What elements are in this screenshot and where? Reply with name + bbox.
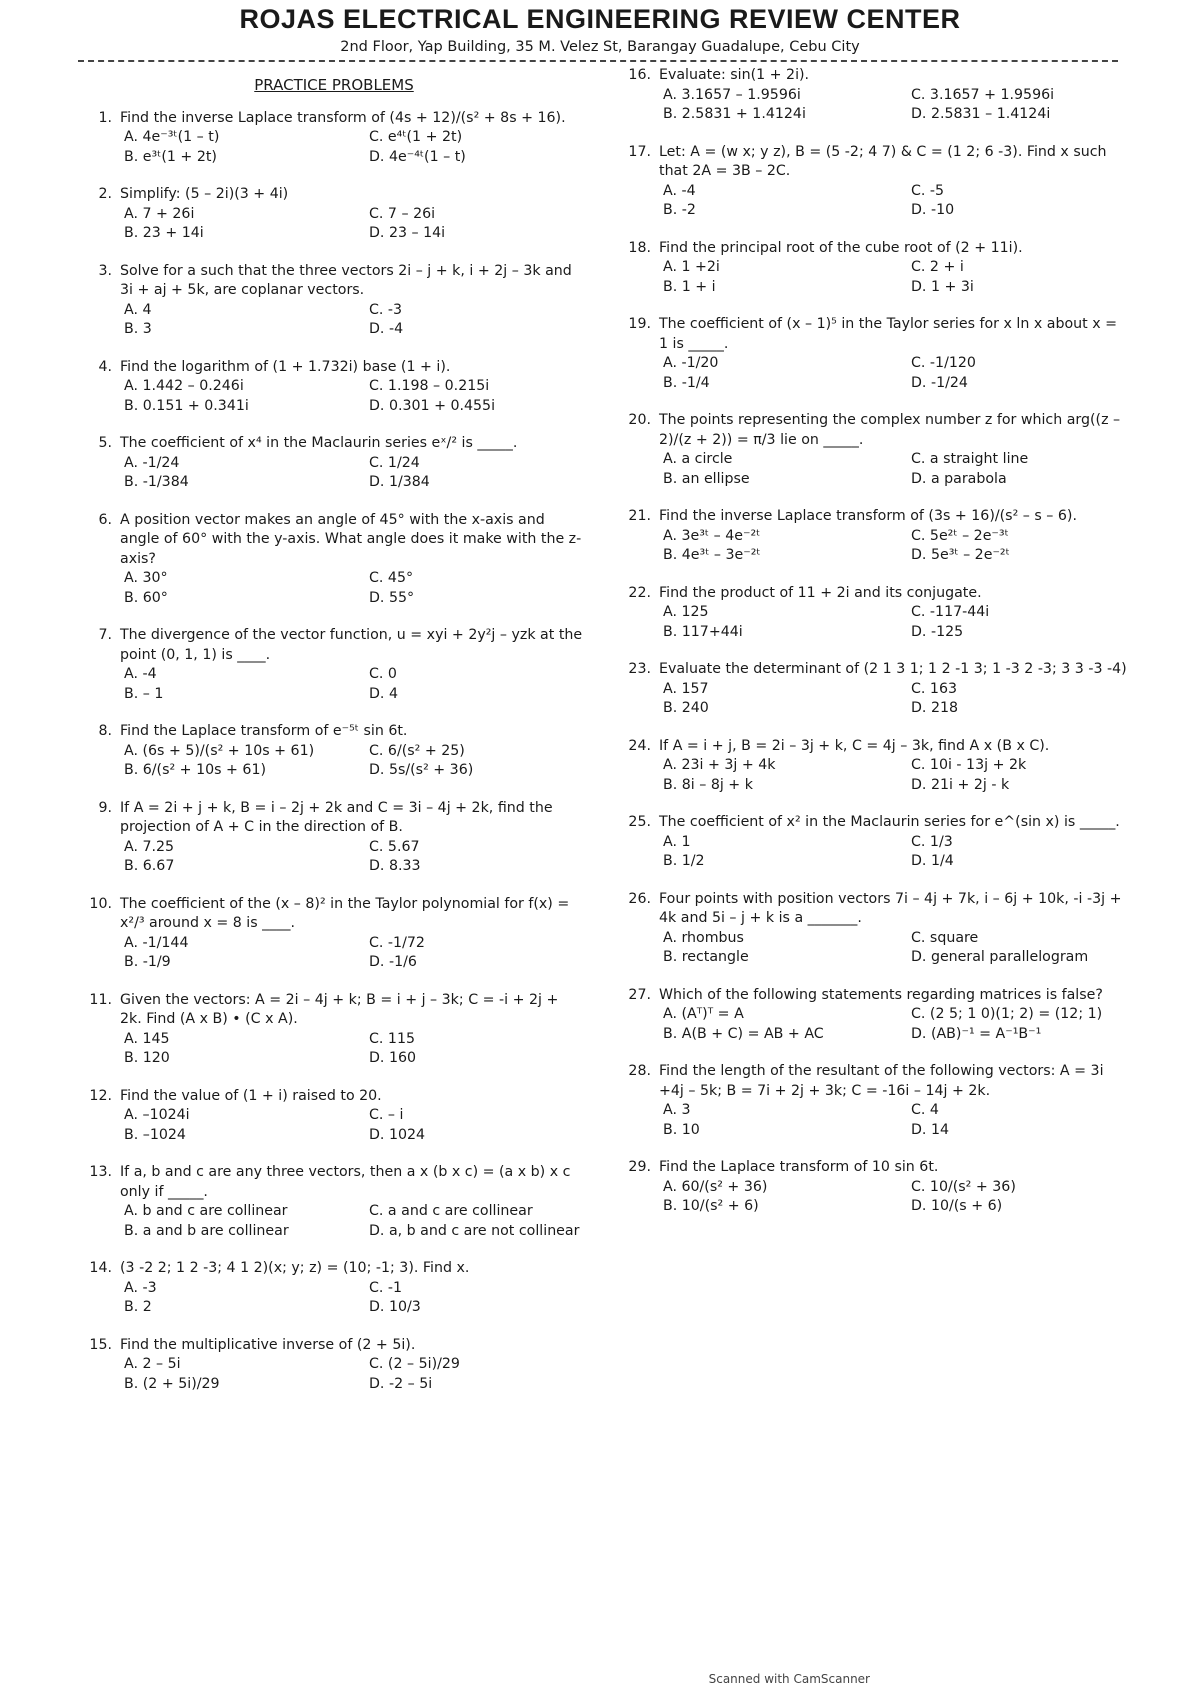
question-item — [623, 1158, 1128, 1217]
answer-option: C. 4 — [911, 1102, 939, 1118]
question-stem: The points representing the complex number z for which arg((z – 2)/(z + 2)) = π/3 lie on _____. — [659, 412, 1121, 448]
question-number: 22. — [628, 584, 651, 601]
answer-option: D. general parallelogram — [911, 949, 1089, 965]
question-item — [623, 66, 1128, 125]
answer-options — [663, 527, 1128, 566]
answer-options — [663, 756, 1128, 795]
question-stem: Given the vectors: A = 2i – 4j + k; B = i + j – 3k; C = -i + 2j + 2k. Find (A x B) • (C x A). — [120, 991, 559, 1027]
answer-option: D. 21i + 2j - k — [911, 776, 1010, 793]
answer-options — [124, 1355, 584, 1394]
answer-option: A. 1 — [663, 833, 691, 850]
question-item — [623, 737, 1128, 796]
answer-option: A. 1.442 – 0.246i — [124, 378, 244, 394]
answer-option: B. – 1 — [124, 685, 164, 702]
answer-option: B. (2 + 5i)/29 — [124, 1375, 220, 1392]
answer-options — [663, 1101, 1128, 1140]
answer-option: C. – i — [369, 1107, 404, 1123]
question-item — [84, 358, 584, 417]
question-number: 3. — [98, 262, 112, 279]
question-number: 4. — [98, 358, 112, 375]
question-number: 7. — [98, 627, 112, 643]
answer-option: B. 60° — [124, 589, 168, 606]
answer-option: D. -10 — [911, 202, 955, 218]
answer-option: C. -1/72 — [369, 934, 425, 951]
answer-option: D. 1/384 — [369, 474, 430, 490]
question-item — [84, 991, 584, 1069]
question-item — [623, 986, 1128, 1045]
answer-options — [124, 934, 584, 973]
answer-option: C. 115 — [369, 1030, 416, 1047]
answer-option: B. 4e³ᵗ – 3e⁻²ᵗ — [663, 547, 761, 563]
answer-option: A. 3 — [663, 1102, 691, 1118]
question-number: 5. — [98, 435, 112, 451]
question-number: 26. — [628, 890, 651, 907]
answer-option: B. –1024 — [124, 1126, 186, 1143]
question-item — [623, 660, 1128, 719]
answer-option: D. 0.301 + 0.455i — [369, 397, 496, 414]
answer-options — [663, 86, 1128, 125]
answer-option: D. 5e³ᵗ – 2e⁻²ᵗ — [911, 547, 1010, 563]
question-item — [623, 813, 1128, 872]
answer-options — [124, 1202, 584, 1241]
answer-option: B. 2 — [124, 1299, 152, 1315]
question-stem: Which of the following statements regarding matrices is false? — [659, 986, 1103, 1003]
answer-option: B. 0.151 + 0.341i — [124, 397, 249, 414]
answer-option: B. 6/(s² + 10s + 61) — [124, 762, 267, 778]
header-divider — [78, 60, 1118, 62]
question-item — [84, 799, 584, 877]
answer-option: A. 7 + 26i — [124, 205, 195, 222]
question-stem: The coefficient of the (x – 8)² in the Taylor polynomial for f(x) = x²/³ around x = 8 is ____. — [120, 895, 570, 931]
answer-option: D. (AB)⁻¹ = A⁻¹B⁻¹ — [911, 1025, 1042, 1042]
question-number: 27. — [628, 986, 651, 1003]
question-number: 14. — [89, 1260, 112, 1276]
section-title: PRACTICE PROBLEMS — [254, 76, 414, 94]
question-item — [84, 722, 584, 781]
question-stem: If A = i + j, B = 2i – 3j + k, C = 4j – 3k, find A x (B x C). — [659, 737, 1050, 754]
answer-options — [663, 1178, 1128, 1217]
answer-option: A. 1 +2i — [663, 259, 720, 275]
question-stem: Find the principal root of the cube root of (2 + 11i). — [659, 239, 1023, 256]
answer-option: B. -1/384 — [124, 474, 189, 490]
answer-option: D. 10/3 — [369, 1299, 421, 1315]
question-stem: Four points with position vectors 7i – 4j + 7k, i – 6j + 10k, -i -3j + 4k and 5i – j + k is a _______. — [659, 890, 1122, 926]
question-number: 12. — [89, 1087, 112, 1104]
answer-options — [663, 258, 1128, 297]
answer-option: A. 3e³ᵗ – 4e⁻²ᵗ — [663, 527, 761, 544]
answer-option: D. a, b and c are not collinear — [369, 1222, 580, 1239]
answer-option: C. 7 – 26i — [369, 205, 436, 222]
answer-options — [663, 1005, 1128, 1044]
answer-option: B. -1/9 — [124, 954, 171, 970]
answer-option: A. 60/(s² + 36) — [663, 1178, 768, 1195]
question-stem: Find the Laplace transform of e⁻⁵ᵗ sin 6t. — [120, 723, 408, 739]
question-stem: Find the logarithm of (1 + 1.732i) base (1 + i). — [120, 358, 451, 375]
answer-option: C. 10i - 13j + 2k — [911, 757, 1027, 773]
question-stem: The divergence of the vector function, u = xyi + 2y²j – yzk at the point (0, 1, 1) is ____. — [120, 627, 583, 663]
question-number: 15. — [89, 1336, 112, 1353]
answer-option: A. 23i + 3j + 4k — [663, 757, 776, 773]
answer-option: A. (6s + 5)/(s² + 10s + 61) — [124, 742, 315, 759]
answer-option: A. rhombus — [663, 929, 744, 946]
answer-option: C. 6/(s² + 25) — [369, 742, 465, 759]
answer-option: B. -1/4 — [663, 374, 710, 391]
answer-option: D. 1024 — [369, 1126, 426, 1143]
answer-option: A. a circle — [663, 451, 733, 467]
question-number: 16. — [628, 67, 651, 83]
answer-option: C. 10/(s² + 36) — [911, 1178, 1016, 1195]
answer-option: C. 1.198 – 0.215i — [369, 378, 490, 394]
answer-option: A. 4e⁻³ᵗ(1 – t) — [124, 129, 220, 145]
answer-options — [124, 569, 584, 608]
answer-options — [124, 742, 584, 781]
answer-option: C. square — [911, 929, 979, 946]
answer-option: B. -2 — [663, 202, 696, 218]
answer-option: C. (2 – 5i)/29 — [369, 1356, 460, 1372]
question-item — [84, 626, 584, 704]
answer-option: C. e⁴ᵗ(1 + 2t) — [369, 129, 463, 145]
answer-options — [124, 454, 584, 493]
question-item — [623, 239, 1128, 298]
question-stem: Evaluate: sin(1 + 2i). — [659, 67, 810, 83]
answer-option: C. a and c are collinear — [369, 1203, 533, 1219]
answer-option: B. 10 — [663, 1121, 700, 1138]
question-item — [84, 511, 584, 609]
question-item — [84, 1163, 584, 1241]
answer-option: A. -1/24 — [124, 454, 180, 471]
question-stem: Find the Laplace transform of 10 sin 6t. — [659, 1159, 939, 1175]
question-stem: Find the inverse Laplace transform of (4s + 12)/(s² + 8s + 16). — [120, 109, 566, 126]
question-number: 1. — [98, 109, 112, 126]
question-item — [84, 1336, 584, 1395]
question-stem: Find the length of the resultant of the following vectors: A = 3i +4j – 5k; B = 7i + 2j + 3k; C = -16i – 14j + 2k. — [659, 1063, 1104, 1099]
question-item — [623, 411, 1128, 489]
question-stem: If a, b and c are any three vectors, then a x (b x c) = (a x b) x c only if _____. — [120, 1164, 571, 1200]
center-title: ROJAS ELECTRICAL ENGINEERING REVIEW CENTER — [239, 4, 961, 34]
answer-options — [124, 1030, 584, 1069]
question-stem: A position vector makes an angle of 45° with the x-axis and angle of 60° with the y-axis. What angle does it make with the z-axis? — [120, 511, 582, 567]
question-number: 10. — [89, 895, 112, 912]
question-number: 29. — [628, 1159, 651, 1175]
answer-option: A. (Aᵀ)ᵀ = A — [663, 1006, 744, 1022]
question-stem: The coefficient of x⁴ in the Maclaurin series eˣ/² is _____. — [120, 435, 518, 451]
answer-option: D. 160 — [369, 1050, 417, 1066]
answer-option: B. a and b are collinear — [124, 1222, 289, 1239]
answer-option: A. 145 — [124, 1030, 170, 1047]
answer-option: A. –1024i — [124, 1107, 190, 1123]
question-item — [84, 262, 584, 340]
answer-option: A. 30° — [124, 570, 168, 586]
answer-option: C. 1/24 — [369, 454, 420, 471]
question-number: 25. — [628, 814, 651, 830]
answer-option: A. b and c are collinear — [124, 1203, 288, 1219]
question-item — [623, 143, 1128, 221]
question-number: 18. — [628, 239, 651, 256]
answer-option: B. 10/(s² + 6) — [663, 1198, 759, 1214]
question-number: 28. — [628, 1063, 651, 1079]
answer-option: C. 0 — [369, 666, 397, 682]
answer-option: B. 8i – 8j + k — [663, 776, 753, 793]
question-number: 19. — [628, 316, 651, 332]
question-item — [84, 185, 584, 244]
answer-option: A. 157 — [663, 680, 709, 697]
answer-option: C. 163 — [911, 680, 958, 697]
question-item — [623, 890, 1128, 968]
answer-option: B. 120 — [124, 1050, 170, 1066]
question-number: 2. — [98, 186, 112, 202]
answer-option: A. -1/144 — [124, 934, 189, 951]
answer-option: D. -2 – 5i — [369, 1375, 433, 1392]
answer-option: C. 5e²ᵗ – 2e⁻³ᵗ — [911, 527, 1009, 544]
answer-option: A. 3.1657 – 1.9596i — [663, 86, 801, 103]
answer-option: D. 23 – 14i — [369, 225, 446, 241]
question-number: 20. — [628, 412, 651, 428]
question-item — [623, 1062, 1128, 1140]
answer-option: C. (2 5; 1 0)(1; 2) = (12; 1) — [911, 1006, 1103, 1022]
question-stem: Find the product of 11 + 2i and its conjugate. — [659, 584, 982, 601]
answer-option: B. 1/2 — [663, 853, 705, 869]
answer-option: A. -3 — [124, 1279, 157, 1296]
question-stem: Simplify: (5 – 2i)(3 + 4i) — [120, 186, 289, 202]
answer-options — [663, 354, 1128, 393]
answer-option: D. 5s/(s² + 36) — [369, 762, 474, 778]
answer-option: C. -1/120 — [911, 355, 976, 371]
answer-option: D. -1/24 — [911, 374, 968, 391]
scanner-watermark: Scanned with CamScanner — [708, 1672, 870, 1686]
answer-option: D. 1 + 3i — [911, 278, 974, 295]
answer-option: D. -4 — [369, 321, 404, 337]
answer-options — [663, 182, 1128, 221]
answer-option: B. 2.5831 + 1.4124i — [663, 106, 806, 122]
answer-option: B. an ellipse — [663, 470, 750, 487]
answer-option: D. 218 — [911, 700, 959, 716]
question-item — [84, 109, 584, 168]
answer-options — [124, 128, 584, 167]
question-item — [84, 434, 584, 493]
question-stem: Evaluate the determinant of (2 1 3 1; 1 2 -1 3; 1 -3 2 -3; 3 3 -3 -4) — [659, 661, 1127, 677]
center-address: 2nd Floor, Yap Building, 35 M. Velez St, Barangay Guadalupe, Cebu City — [340, 39, 860, 55]
answer-option: D. 14 — [911, 1121, 949, 1138]
answer-option: B. 23 + 14i — [124, 225, 204, 241]
answer-options — [663, 603, 1128, 642]
answer-option: B. 1 + i — [663, 278, 716, 295]
answer-options — [124, 205, 584, 244]
question-item — [84, 895, 584, 973]
answer-option: B. 117+44i — [663, 623, 743, 640]
answer-options — [663, 833, 1128, 872]
question-number: 21. — [628, 508, 651, 524]
answer-option: B. e³ᵗ(1 + 2t) — [124, 148, 217, 165]
question-number: 24. — [628, 737, 651, 754]
answer-option: B. 3 — [124, 321, 152, 337]
answer-options — [663, 680, 1128, 719]
question-stem: Find the inverse Laplace transform of (3s + 16)/(s² – s – 6). — [659, 508, 1077, 524]
answer-option: A. -4 — [663, 182, 696, 199]
answer-option: C. -3 — [369, 301, 403, 318]
question-stem: (3 -2 2; 1 2 -3; 4 1 2)(x; y; z) = (10; -1; 3). Find x. — [120, 1260, 470, 1276]
answer-option: D. 10/(s + 6) — [911, 1198, 1003, 1214]
question-stem: Solve for a such that the three vectors 2i – j + k, i + 2j – 3k and 3i + aj + 5k, are coplanar vectors. — [120, 262, 572, 298]
answer-option: B. 240 — [663, 700, 709, 716]
answer-options — [663, 450, 1128, 489]
right-column — [623, 66, 1128, 1235]
page-header — [0, 4, 1200, 55]
answer-options — [124, 1106, 584, 1145]
answer-option: C. 2 + i — [911, 259, 964, 275]
answer-option: A. 2 – 5i — [124, 1356, 181, 1372]
question-stem: The coefficient of (x – 1)⁵ in the Taylor series for x ln x about x = 1 is _____. — [659, 316, 1117, 352]
answer-option: D. 8.33 — [369, 858, 421, 874]
answer-option: C. a straight line — [911, 451, 1029, 467]
answer-option: C. -117-44i — [911, 604, 990, 620]
answer-option: D. -1/6 — [369, 954, 417, 970]
question-stem: The coefficient of x² in the Maclaurin series for e^(sin x) is _____. — [659, 814, 1120, 830]
question-number: 9. — [98, 799, 112, 816]
answer-options — [124, 665, 584, 704]
answer-options — [124, 377, 584, 416]
question-item — [623, 584, 1128, 643]
answer-option: C. 5.67 — [369, 838, 420, 855]
question-number: 13. — [89, 1164, 112, 1180]
question-stem: Find the multiplicative inverse of (2 + 5i). — [120, 1336, 416, 1353]
answer-option: D. 4 — [369, 685, 398, 702]
answer-option: A. -1/20 — [663, 355, 719, 371]
question-item — [623, 507, 1128, 566]
answer-option: C. -5 — [911, 182, 945, 199]
question-number: 8. — [98, 723, 112, 739]
question-stem: Let: A = (w x; y z), B = (5 -2; 4 7) & C = (1 2; 6 -3). Find x such that 2A = 3B – 2C. — [659, 143, 1107, 179]
answer-option: B. 6.67 — [124, 858, 175, 874]
answer-options — [124, 838, 584, 877]
question-item — [84, 1259, 584, 1318]
answer-option: A. 4 — [124, 301, 152, 318]
question-number: 11. — [89, 991, 112, 1008]
answer-option: C. 45° — [369, 570, 414, 586]
answer-options — [124, 301, 584, 340]
answer-option: C. 3.1657 + 1.9596i — [911, 86, 1055, 103]
answer-options — [124, 1279, 584, 1318]
question-item — [84, 1087, 584, 1146]
question-number: 23. — [628, 661, 651, 677]
left-column — [84, 66, 584, 1412]
answer-option: D. 55° — [369, 589, 415, 606]
question-number: 6. — [98, 511, 112, 528]
answer-option: D. 4e⁻⁴ᵗ(1 – t) — [369, 148, 466, 165]
answer-option: D. a parabola — [911, 470, 1007, 487]
answer-option: A. 7.25 — [124, 838, 175, 855]
answer-option: B. A(B + C) = AB + AC — [663, 1025, 824, 1042]
question-stem: Find the value of (1 + i) raised to 20. — [120, 1087, 382, 1104]
answer-option: B. rectangle — [663, 949, 749, 965]
question-item — [623, 315, 1128, 393]
answer-options — [663, 929, 1128, 968]
answer-option: D. 1/4 — [911, 853, 954, 869]
answer-option: D. 2.5831 – 1.4124i — [911, 106, 1051, 122]
answer-option: D. -125 — [911, 623, 964, 640]
question-stem: If A = 2i + j + k, B = i – 2j + 2k and C = 3i – 4j + 2k, find the projection of A + C in the direction of B. — [120, 799, 553, 835]
answer-option: C. -1 — [369, 1279, 403, 1296]
answer-option: C. 1/3 — [911, 833, 953, 850]
question-number: 17. — [628, 143, 651, 160]
answer-option: A. -4 — [124, 666, 157, 682]
answer-option: A. 125 — [663, 604, 709, 620]
